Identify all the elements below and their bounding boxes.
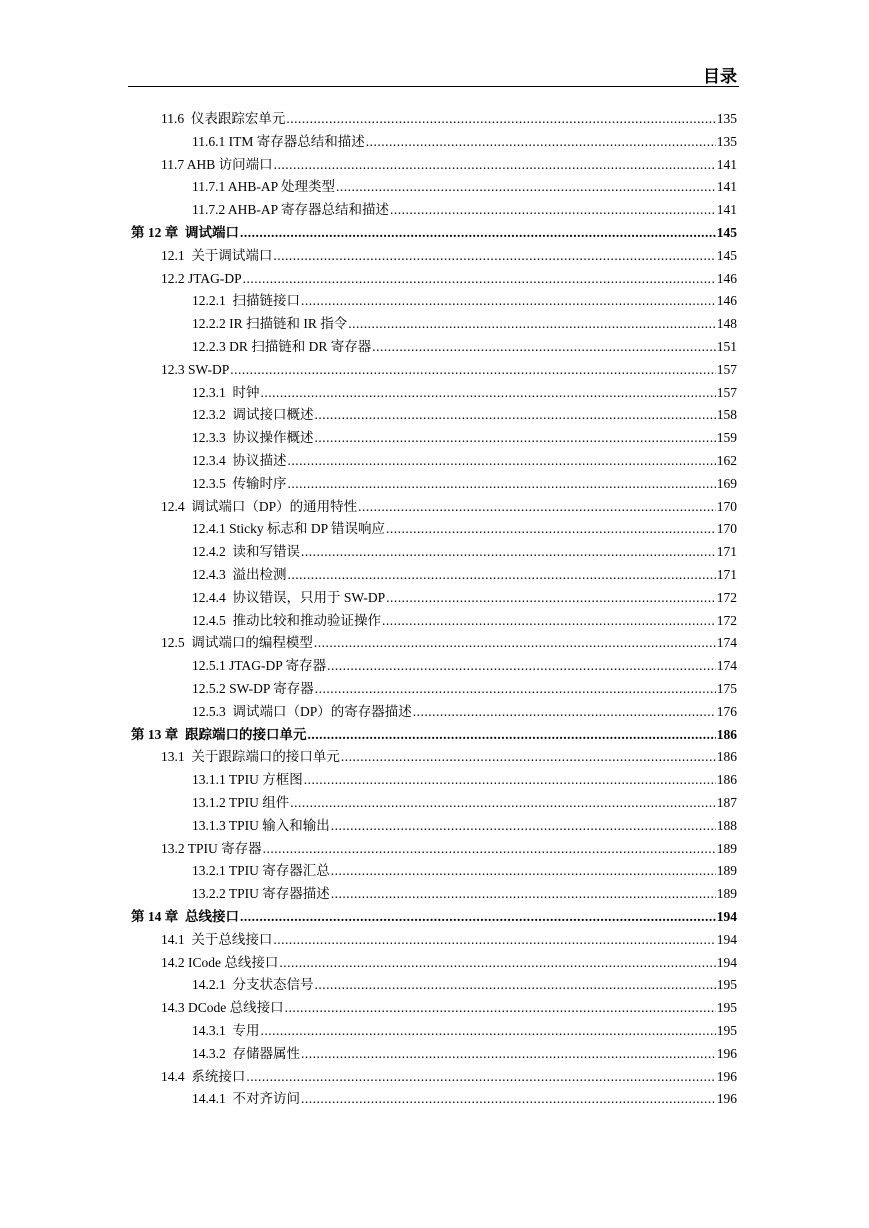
toc-entry-title: 14.2 ICode 总线接口: [161, 954, 279, 970]
dot-leader: [315, 407, 716, 423]
dot-leader: [301, 1091, 716, 1107]
toc-entry[interactable]: [192, 561, 737, 583]
dot-leader: [261, 385, 716, 401]
toc-entry-page-number: 195: [716, 1000, 737, 1016]
toc-entry-page-number: 174: [716, 635, 737, 651]
toc-entry-page-number: 171: [716, 567, 737, 582]
toc-entry[interactable]: [192, 652, 737, 674]
toc-entry[interactable]: [192, 424, 737, 446]
toc-entry[interactable]: [192, 447, 737, 469]
toc-entry[interactable]: [192, 698, 737, 720]
toc-entry[interactable]: [161, 835, 737, 857]
dot-leader: [230, 362, 715, 378]
dot-leader: [288, 476, 716, 492]
toc-entry-title: 12.3.4 协议描述: [192, 453, 287, 468]
toc-entry-page-number: 196: [716, 1045, 737, 1061]
toc-entry-page-number: 174: [716, 658, 737, 674]
toc-entry[interactable]: [192, 515, 737, 537]
toc-entry-page-number: 188: [716, 817, 737, 833]
dot-leader: [336, 179, 716, 195]
dot-leader: [382, 613, 716, 629]
toc-entry-page-number: 141: [716, 202, 737, 218]
toc-entry-title: 12.4.2 读和写错误: [192, 544, 300, 560]
toc-entry-title: 14.3 DCode 总线接口: [161, 1000, 284, 1016]
toc-entry-title: 14.1 关于总线接口: [161, 931, 273, 947]
dot-leader: [304, 772, 716, 788]
toc-entry[interactable]: [192, 538, 737, 560]
toc-entry-page-number: 148: [716, 316, 737, 332]
toc-entry-page-number: 172: [716, 612, 737, 628]
toc-entry[interactable]: [192, 607, 737, 629]
toc-entry-title: 14.2.1 分支状态信号: [192, 977, 314, 993]
toc-entry[interactable]: [161, 926, 737, 948]
dot-leader: [243, 271, 716, 287]
toc-entry-page-number: 172: [716, 589, 737, 605]
toc-entry-page-number: 186: [716, 726, 737, 742]
toc-entry[interactable]: [192, 333, 737, 355]
toc-entry[interactable]: [161, 1063, 737, 1085]
toc-entry-title: 12.3 SW-DP: [161, 361, 230, 377]
toc-entry-title: 12.4.4 协议错误，只用于 SW-DP: [192, 589, 386, 605]
toc-entry[interactable]: [161, 242, 737, 264]
toc-entry-page-number: 194: [716, 931, 737, 947]
toc-entry-page-number: 196: [716, 1091, 737, 1107]
dot-leader: [263, 841, 716, 857]
toc-entry[interactable]: [192, 789, 737, 811]
dot-leader: [331, 886, 716, 902]
toc-entry-title: 11.6.1 ITM 寄存器总结和描述: [192, 133, 365, 149]
dot-leader: [285, 1000, 716, 1016]
toc-entry-page-number: 189: [716, 840, 737, 856]
toc-entry[interactable]: [192, 584, 737, 606]
dot-leader: [358, 499, 716, 515]
dot-leader: [279, 955, 715, 971]
dot-leader: [366, 134, 716, 150]
toc-entry-page-number: 157: [716, 384, 737, 400]
toc-entry[interactable]: [192, 857, 737, 879]
toc-entry[interactable]: [192, 310, 737, 332]
toc-entry[interactable]: [192, 470, 737, 492]
toc-entry-page-number: 141: [716, 156, 737, 172]
toc-entry[interactable]: [161, 629, 737, 651]
toc-entry[interactable]: [161, 105, 737, 127]
dot-leader: [308, 727, 716, 743]
toc-entry[interactable]: [192, 287, 737, 309]
toc-entry-page-number: 145: [716, 225, 737, 240]
toc-entry-title: 13.1.1 TPIU 方框图: [192, 772, 303, 788]
dot-leader: [314, 635, 716, 651]
toc-entry-page-number: 189: [716, 863, 737, 879]
page-header: [128, 62, 739, 87]
toc-entry-title: 13.2.1 TPIU 寄存器汇总: [192, 863, 330, 879]
toc-entry-page-number: 169: [716, 475, 737, 491]
dot-leader: [288, 453, 716, 469]
toc-entry-page-number: 176: [716, 703, 737, 719]
toc-entry-title: 12.5 调试端口的编程模型: [161, 635, 313, 651]
toc-entry-title: 12.2.2 IR 扫描链和 IR 指令: [192, 316, 348, 332]
dot-leader: [331, 863, 716, 879]
toc-entry-page-number: 158: [716, 407, 737, 423]
dot-leader: [315, 681, 716, 697]
toc-entry-title: 13.1.2 TPIU 组件: [192, 795, 290, 810]
toc-entry-page-number: 196: [716, 1068, 737, 1084]
dot-leader: [331, 818, 716, 834]
toc-entry-title: 12.4 调试端口（DP）的通用特性: [161, 498, 358, 514]
toc-entry-title: 12.5.2 SW-DP 寄存器: [192, 681, 314, 696]
toc-entry-title: 14.3.2 存储器属性: [192, 1045, 300, 1061]
toc-entry-page-number: 187: [716, 795, 737, 810]
toc-entry[interactable]: [161, 493, 737, 515]
dot-leader: [273, 248, 715, 264]
toc-entry[interactable]: [161, 265, 737, 287]
toc-entry-page-number: 135: [716, 111, 737, 126]
toc-entry-title: 12.2 JTAG-DP: [161, 270, 242, 286]
toc-entry-page-number: 195: [716, 977, 737, 993]
toc-entry-title: 12.3.3 协议操作概述: [192, 430, 314, 446]
dot-leader: [274, 157, 716, 173]
toc-entry-page-number: 189: [716, 886, 737, 902]
toc-entry-page-number: 146: [716, 270, 737, 286]
dot-leader: [327, 658, 716, 674]
toc-entry-page-number: 151: [716, 339, 737, 354]
toc-entry[interactable]: [161, 994, 737, 1016]
toc-entry-title: 12.4.5 推动比较和推动验证操作: [192, 612, 381, 628]
dot-leader: [288, 567, 716, 583]
toc-entry-page-number: 195: [716, 1023, 737, 1038]
toc-entry-page-number: 186: [716, 749, 737, 765]
toc-entry-page-number: 141: [716, 179, 737, 195]
dot-leader: [315, 977, 716, 993]
toc-entry-title: 11.7.1 AHB-AP 处理类型: [192, 179, 336, 195]
toc-entry-page-number: 146: [716, 293, 737, 309]
toc-entry-page-number: 162: [716, 453, 737, 468]
toc-entry-page-number: 175: [716, 681, 737, 696]
toc-entry-page-number: 186: [716, 772, 737, 788]
toc-entry[interactable]: [192, 379, 737, 401]
toc-entry-title: 12.3.1 时钟: [192, 384, 260, 400]
toc-entry-title: 14.4.1 不对齐访问: [192, 1091, 300, 1107]
toc-entry-page-number: 170: [716, 498, 737, 514]
toc-entry[interactable]: [131, 721, 737, 743]
dot-leader: [386, 590, 716, 606]
toc-entry[interactable]: [192, 675, 737, 697]
dot-leader: [301, 544, 716, 560]
toc-entry[interactable]: [192, 1017, 737, 1039]
dot-leader: [315, 430, 716, 446]
toc-entry[interactable]: [192, 971, 737, 993]
toc-entry-title: 13.2 TPIU 寄存器: [161, 840, 262, 856]
toc-entry-title: 12.2.3 DR 扫描链和 DR 寄存器: [192, 339, 372, 354]
toc-entry-page-number: 170: [716, 521, 737, 537]
dot-leader: [386, 521, 716, 537]
toc-entry-page-number: 194: [716, 954, 737, 970]
toc-entry[interactable]: [161, 356, 737, 378]
toc-entry[interactable]: [192, 1085, 737, 1107]
toc-entry-title: 12.3.2 调试接口概述: [192, 407, 314, 423]
toc-entry[interactable]: [161, 151, 737, 173]
toc-entry-title: 12.5.1 JTAG-DP 寄存器: [192, 658, 327, 674]
toc-entry-title: 13.1.3 TPIU 输入和输出: [192, 817, 330, 833]
toc-entry-page-number: 145: [716, 247, 737, 263]
toc-entry[interactable]: [192, 196, 737, 218]
toc-entry-title: 13.2.2 TPIU 寄存器描述: [192, 886, 330, 902]
toc-entry[interactable]: [192, 1040, 737, 1062]
toc-entry-title: 11.7.2 AHB-AP 寄存器总结和描述: [192, 202, 390, 218]
dot-leader: [348, 316, 716, 332]
toc-entry-title: 第 13 章 跟踪端口的接口单元: [131, 726, 307, 742]
toc-entry-page-number: 135: [716, 133, 737, 149]
toc-entry[interactable]: [192, 880, 737, 902]
toc-entry-title: 第 14 章 总线接口: [131, 909, 239, 924]
dot-leader: [240, 225, 716, 241]
toc-entry[interactable]: [192, 766, 737, 788]
toc-entry-title: 12.4.1 Sticky 标志和 DP 错误响应: [192, 521, 386, 537]
toc-entry[interactable]: [192, 128, 737, 150]
toc-entry-page-number: 159: [716, 430, 737, 446]
dot-leader: [372, 339, 715, 355]
toc-entry-title: 13.1 关于跟踪端口的接口单元: [161, 749, 340, 765]
toc-entry[interactable]: [161, 743, 737, 765]
toc-entry-page-number: 157: [716, 361, 737, 377]
toc-entry-title: 12.1 关于调试端口: [161, 247, 273, 263]
dot-leader: [390, 202, 716, 218]
dot-leader: [301, 1046, 716, 1062]
toc-entry-title: 11.6 仪表跟踪宏单元: [161, 111, 286, 126]
toc-entry-title: 14.3.1 专用: [192, 1023, 260, 1038]
dot-leader: [290, 795, 715, 811]
dot-leader: [261, 1023, 716, 1039]
toc-entry-page-number: 171: [716, 544, 737, 560]
toc-entry[interactable]: [131, 903, 737, 925]
page-title: 目录: [703, 67, 737, 87]
toc-entry[interactable]: [192, 812, 737, 834]
dot-leader: [273, 932, 715, 948]
dot-leader: [341, 749, 716, 765]
dot-leader: [413, 704, 716, 720]
toc-entry-title: 第 12 章 调试端口: [131, 225, 239, 240]
toc-entry[interactable]: [131, 219, 737, 241]
toc-entry-title: 12.5.3 调试端口（DP）的寄存器描述: [192, 703, 412, 719]
toc-entry[interactable]: [161, 949, 737, 971]
toc-entry-title: 12.3.5 传输时序: [192, 475, 287, 491]
dot-leader: [301, 293, 716, 309]
dot-leader: [240, 909, 716, 925]
toc-entry-page-number: 194: [716, 909, 737, 924]
toc-entry[interactable]: [192, 401, 737, 423]
dot-leader: [246, 1069, 715, 1085]
toc-entry-title: 12.2.1 扫描链接口: [192, 293, 300, 309]
toc-entry[interactable]: [192, 173, 737, 195]
dot-leader: [286, 111, 715, 127]
toc-entry-title: 11.7 AHB 访问端口: [161, 156, 273, 172]
toc-entry-title: 12.4.3 溢出检测: [192, 567, 287, 582]
toc-entry-title: 14.4 系统接口: [161, 1068, 246, 1084]
